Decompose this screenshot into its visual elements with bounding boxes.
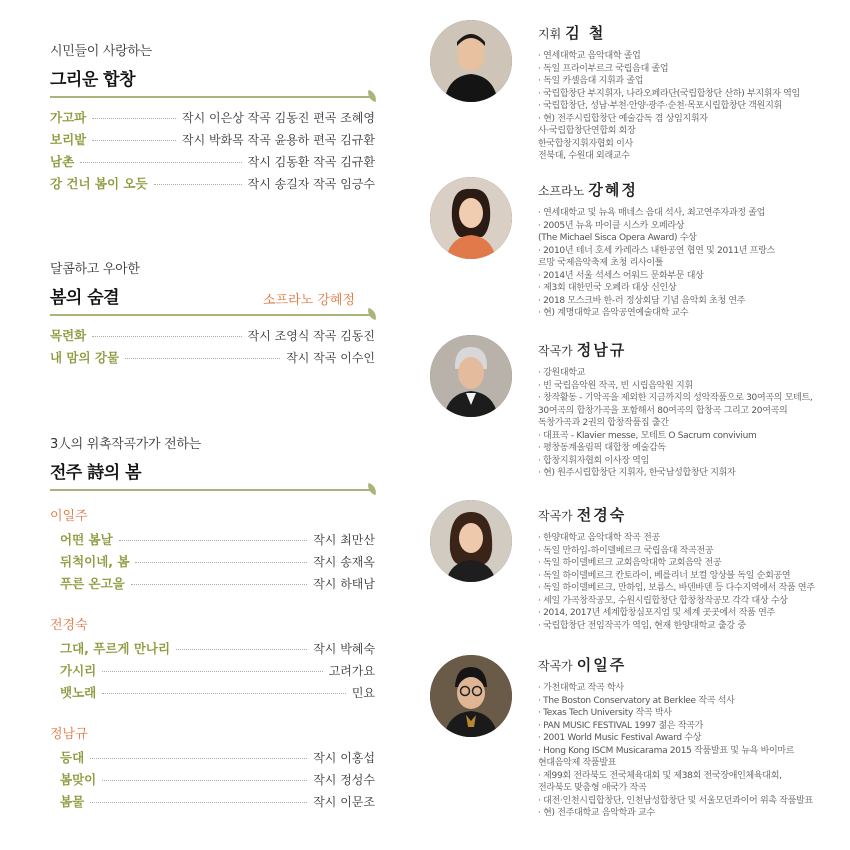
bio-lines (538, 682, 828, 820)
song-row (60, 792, 375, 814)
dot-leader (119, 540, 308, 541)
song-title: 등대 (60, 750, 85, 765)
program-section-1 (50, 40, 375, 196)
bio-line: · 연세대학교 음악대학 졸업 (538, 51, 641, 61)
composer-heading: 이일주 (50, 509, 88, 524)
bio-line: 30여곡의 합창가곡을 포함해서 80여곡의 합창곡 그리고 20여곡의 (538, 405, 788, 416)
bio-heading (538, 22, 828, 43)
bio-line: · 창작활동 - 기악곡을 제외한 지금까지의 성악작품으로 30여곡의 모테트, (538, 393, 813, 403)
bio-line: · 제3회 대한민국 오페라 대상 신인상 (538, 283, 677, 293)
bio-line: · 2005년 뉴욕 마이클 시스카 오페라상 (538, 220, 685, 231)
song-title: 남촌 (50, 154, 75, 169)
song-row (50, 152, 375, 174)
bio-line: · 제99회 전라북도 전국체육대회 및 제38회 전국장애인체육대회, (538, 770, 782, 781)
dot-leader (102, 671, 322, 672)
composer-portrait (430, 335, 512, 417)
soprano-portrait (430, 177, 512, 259)
bio-line: · 독일 프라이부르크 국립음대 졸업 (538, 63, 669, 74)
composer-heading: 전경숙 (50, 618, 88, 633)
bio-name: 전경숙 (576, 506, 627, 524)
song-row (60, 530, 375, 552)
bio-line: · 독일 카셀음대 지휘과 졸업 (538, 76, 644, 86)
bio-line: · 현) 전주시립합창단 예술감독 겸 상임지휘자 (538, 113, 708, 124)
song-credit: 작시 조영식 작곡 김동진 (247, 329, 375, 343)
bio-line: (The Michael Sisca Opera Award) 수상 (538, 233, 697, 243)
bio-line: · 독일 하이델베르크, 만하임, 보름스, 바덴바덴 등 다수지역에서 작품 연주 (538, 583, 815, 593)
song-credit: 작시 박화목 작곡 윤용하 편곡 김규환 (182, 133, 375, 147)
bio-line: 한국합창지휘자협회 이사 (538, 138, 633, 149)
song-credit: 작시 이은상 작곡 김동진 편곡 조혜영 (182, 111, 375, 125)
song-row (60, 661, 375, 683)
song-credit: 작시 최만산 (313, 533, 375, 547)
bio-line: · 대전·인천시립합창단, 인천남성합창단 및 서울모던콰이어 위촉 작품발표 (538, 795, 813, 806)
composer-heading: 정남규 (50, 727, 88, 742)
bio-line: · 연세대학교 및 뉴욕 매네스 음대 석사, 최고연주자과정 졸업 (538, 208, 766, 218)
bio-line: · 현) 원주시립합창단 지휘자, 한국남성합창단 지휘자 (538, 468, 736, 478)
dot-leader (92, 336, 241, 337)
song-row (50, 174, 375, 196)
bio-role: 작곡가 (538, 509, 573, 523)
song-credit: 작시 송재옥 (313, 555, 375, 569)
bio-line: · 평창동계올림픽 대합창 예술감독 (538, 443, 666, 453)
bio-name: 김 철 (565, 24, 606, 42)
dot-leader (125, 358, 280, 359)
song-row (50, 326, 375, 348)
bio-line: · 2001 World Music Festival Award 수상 (538, 733, 702, 743)
song-row (60, 770, 375, 792)
song-row (50, 130, 375, 152)
leaf-divider (50, 314, 375, 316)
bio-line: 전라북도 맞춤형 애국가 작곡 (538, 783, 647, 793)
song-credit: 작시 김동환 작곡 김규환 (247, 155, 375, 169)
bio-line: · 현) 계명대학교 음악공연예술대학 교수 (538, 308, 689, 318)
bio-line: · 국립합창단, 성남·부천·안양·광주·순천·목포시립합창단 객원지휘 (538, 101, 782, 111)
section-title: 봄의 숨결 (50, 288, 120, 308)
song-title: 뒤척이네, 봄 (60, 554, 130, 569)
dot-leader (135, 562, 307, 563)
dot-leader (176, 649, 307, 650)
song-title: 보리밭 (50, 132, 87, 147)
dot-leader (92, 118, 176, 119)
bio-name: 강혜정 (588, 181, 638, 199)
song-credit: 작시 박혜숙 (313, 642, 375, 656)
bio-line: · 2014년 서울 석세스 어워드 문화부문 대상 (538, 270, 704, 281)
program-section-2 (50, 258, 375, 370)
dot-leader (90, 758, 307, 759)
song-title: 목련화 (50, 328, 87, 343)
composer-portrait (430, 500, 512, 582)
dot-leader (80, 162, 241, 163)
song-title: 강 건너 봄이 오듯 (50, 176, 148, 191)
song-row (60, 748, 375, 770)
song-title: 뱃노래 (60, 685, 97, 700)
bio-line: · Texas Tech University 작곡 박사 (538, 708, 672, 718)
song-row (60, 574, 375, 596)
song-title: 가고파 (50, 110, 87, 125)
bio-lines (538, 50, 828, 163)
bio-line: · 2018 모스크바 한-러 정상회담 기념 음악회 초청 연주 (538, 295, 746, 306)
bio-line: · 한양대학교 음악대학 작곡 전공 (538, 533, 660, 543)
bio-role: 작곡가 (538, 659, 573, 673)
bio-line: · 빈 국립음악원 작곡, 빈 시립음악원 지휘 (538, 380, 693, 391)
bio-heading (538, 339, 828, 360)
bio-line: 전북대, 수원대 외래교수 (538, 151, 630, 161)
leaf-divider (50, 96, 375, 98)
program-section-3 (50, 433, 375, 814)
song-title: 그대, 푸르게 만나리 (60, 641, 171, 656)
song-credit: 작시 하태남 (313, 577, 375, 591)
song-title: 봄맞이 (60, 772, 97, 787)
bio-line: · The Boston Conservatory at Berklee 작곡 석사 (538, 695, 735, 706)
song-credit: 작시 정성수 (313, 773, 375, 787)
bio-line: · 국립합창단 전임작곡가 역임, 현재 한양대학교 출강 중 (538, 620, 746, 631)
section-subtitle: 달콤하고 우아한 (50, 262, 140, 277)
song-title: 푸른 온고을 (60, 576, 125, 591)
section-title: 그리운 합창 (50, 70, 136, 90)
bio-line: · 2010년 테너 호세 카레라스 내한공연 협연 및 2011년 프랑스 (538, 245, 775, 256)
bio-line: · 세일 가곡창작공모, 수원시립합창단 합창창작공모 각각 대상 수상 (538, 595, 788, 606)
song-title: 내 맘의 강물 (50, 350, 120, 365)
bio-lines (538, 532, 828, 632)
bio-heading (538, 654, 828, 675)
song-credit: 작시 송길자 작곡 임긍수 (247, 177, 375, 191)
soloist-label: 소프라노 강혜정 (262, 293, 355, 308)
section-subtitle: 3人의 위촉작곡가가 전하는 (50, 437, 201, 452)
composer-portrait (430, 655, 512, 737)
song-credit: 작시 작곡 이수인 (286, 351, 375, 365)
bio-line: 현대음악제 작품발표 (538, 758, 617, 768)
song-row (60, 552, 375, 574)
bio-role: 작곡가 (538, 344, 573, 358)
song-title: 어떤 봄날 (60, 532, 113, 547)
bio-role: 지휘 (538, 27, 562, 41)
dot-leader (102, 780, 307, 781)
bio-heading (538, 179, 828, 200)
dot-leader (154, 184, 242, 185)
bio-line: · 현) 전주대학교 음악학과 교수 (538, 808, 655, 818)
bio-line: 독창가곡과 2권의 합창작품집 출간 (538, 418, 669, 428)
song-row (50, 348, 375, 370)
conductor-portrait (430, 20, 512, 102)
bio-line: · 독일 하이델베르크 칸토라이, 베를리너 보컬 앙상블 독일 순회공연 (538, 570, 791, 581)
bio-line: · 독일 하이델베르크 교회음악대학 교회음악 전공 (538, 558, 722, 568)
bio-line: · 국립합창단 부지휘자, 나라오페라단(국립합창단 산하) 부지휘자 역임 (538, 88, 800, 99)
song-title: 가시리 (60, 663, 97, 678)
song-row (60, 683, 375, 705)
bio-line: · 가천대학교 작곡 학사 (538, 683, 624, 693)
bio-lines (538, 367, 828, 480)
song-credit: 민요 (351, 686, 375, 700)
bio-line: 사·국립합창단연합회 회장 (538, 126, 636, 136)
bio-role: 소프라노 (538, 184, 585, 198)
bio-line: · 2014, 2017년 세계합창심포지엄 및 세계 곳곳에서 작품 연주 (538, 608, 775, 618)
song-row (50, 108, 375, 130)
song-row (60, 639, 375, 661)
bio-line: · 강원대학교 (538, 368, 586, 378)
bio-name: 이일주 (576, 656, 627, 674)
song-title: 봄물 (60, 794, 85, 809)
bio-lines (538, 207, 828, 320)
section-title: 전주 詩의 봄 (50, 463, 142, 483)
bio-heading (538, 504, 828, 525)
dot-leader (90, 802, 307, 803)
bio-line: · 독일 만하임-하이델베르크 국립음대 작곡전공 (538, 545, 714, 556)
song-credit: 작시 이홍섭 (313, 751, 375, 765)
dot-leader (92, 140, 176, 141)
bio-line: · Hong Kong ISCM Musicarama 2015 작품발표 및 뉴욕 바이마르 (538, 745, 795, 756)
bio-line: 르망 국제음악축제 초청 리사이틀 (538, 258, 664, 268)
section-subtitle: 시민들이 사랑하는 (50, 44, 152, 59)
dot-leader (102, 693, 346, 694)
leaf-divider (50, 489, 375, 491)
bio-line: · PAN MUSIC FESTIVAL 1997 젊은 작곡가 (538, 720, 704, 731)
dot-leader (131, 584, 307, 585)
bio-line: · 대표곡 - Klavier messe, 모테트 O Sacrum convivium (538, 430, 757, 441)
song-credit: 작시 이문조 (313, 795, 375, 809)
bio-line: · 합창지휘자협회 이사장 역임 (538, 455, 649, 466)
bio-name: 정남규 (576, 341, 627, 359)
song-credit: 고려가요 (328, 664, 375, 678)
